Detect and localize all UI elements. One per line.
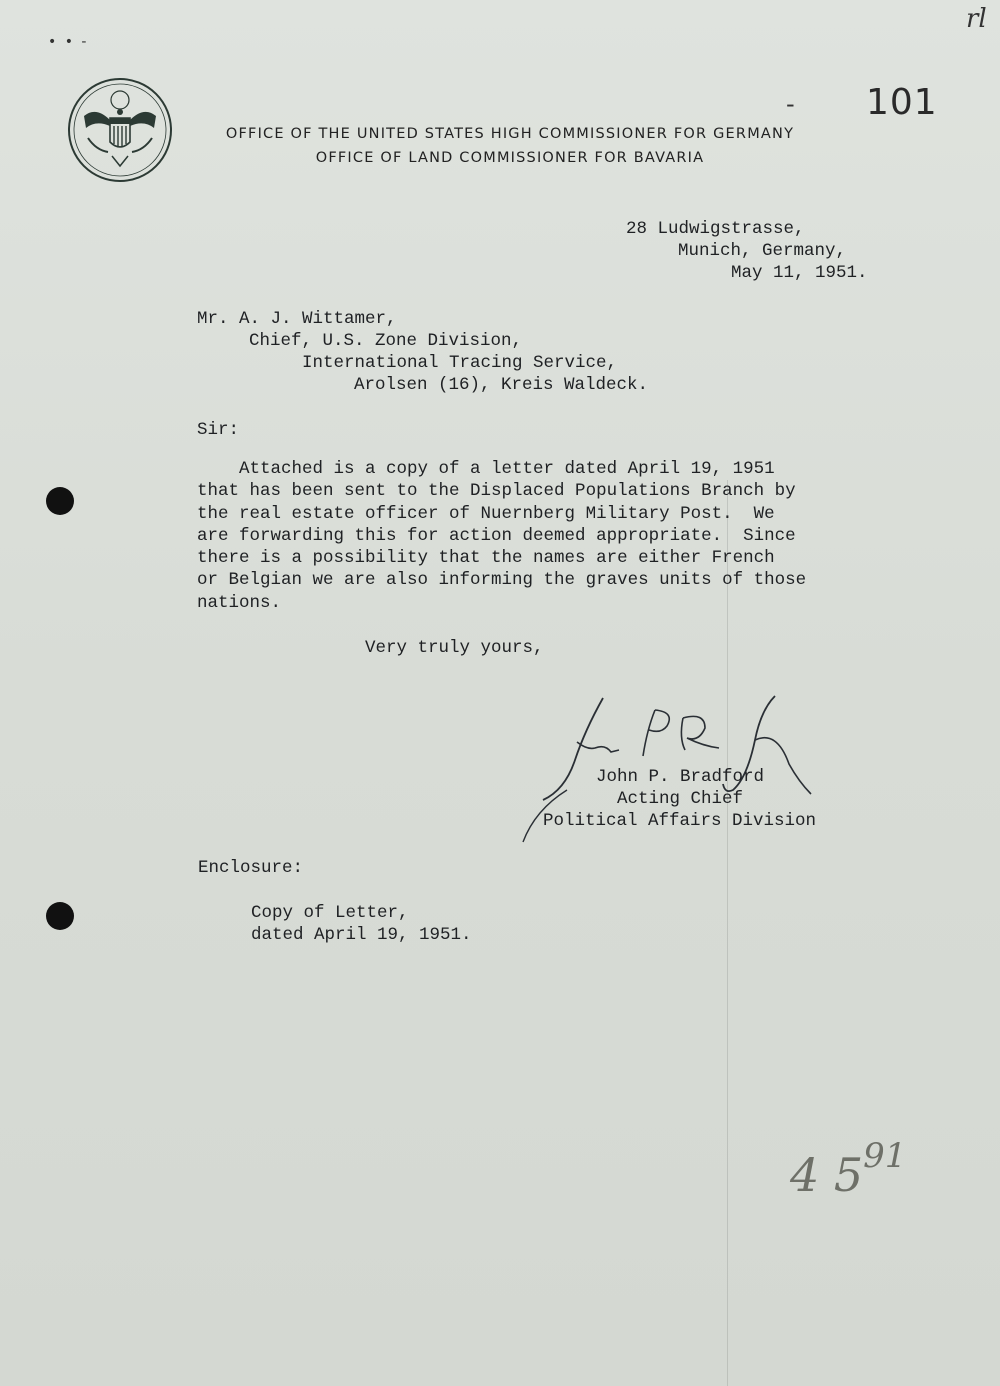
signer-division: Political Affairs Division	[543, 811, 817, 831]
salutation: Sir:	[197, 420, 240, 440]
enclosure-label: Enclosure:	[198, 858, 304, 878]
pencil-annotation-main: 4 5	[790, 1148, 864, 1202]
enclosure-line2: dated April 19, 1951.	[251, 925, 472, 945]
folio-number: 101	[866, 82, 938, 123]
recipient-org: International Tracing Service,	[302, 353, 618, 373]
punch-hole-upper	[46, 487, 74, 515]
letter-date: May 11, 1951.	[731, 263, 868, 283]
recipient-title: Chief, U.S. Zone Division,	[249, 331, 523, 351]
closing: Very truly yours,	[365, 638, 544, 658]
us-seal-icon	[66, 76, 174, 184]
pencil-annotation-sup: 91	[863, 1136, 907, 1176]
recipient-name: Mr. A. J. Wittamer,	[197, 309, 397, 329]
address-street: 28 Ludwigstrasse,	[626, 219, 805, 239]
address-city: Munich, Germany,	[678, 241, 847, 261]
letterhead-line2: OFFICE OF LAND COMMISSIONER FOR BAVARIA	[315, 150, 705, 166]
letter-body: Attached is a copy of a letter dated April 19, 1951 that has been sent to the Displaced Populations Branch by the real estate officer of Nuernberg Military Post. We are forwarding this for action deemed appropriate. Since there is a possibility that the names are either French or Belgian we are also informing the graves units of those nations.	[197, 459, 807, 613]
top-dots: • • -	[48, 34, 89, 50]
punch-hole-lower	[46, 902, 74, 930]
signer-name: John P. Bradford	[596, 767, 765, 787]
recipient-place: Arolsen (16), Kreis Waldeck.	[354, 375, 649, 395]
corner-handwritten-mark: rl	[966, 4, 987, 34]
folio-dash: -	[786, 90, 795, 118]
fold-line	[727, 480, 728, 1386]
signer-title: Acting Chief	[617, 789, 744, 809]
pencil-annotation	[790, 1136, 907, 1202]
enclosure-line1: Copy of Letter,	[251, 903, 409, 923]
letterhead-line1: OFFICE OF THE UNITED STATES HIGH COMMISSIONER FOR GERMANY	[225, 126, 795, 142]
